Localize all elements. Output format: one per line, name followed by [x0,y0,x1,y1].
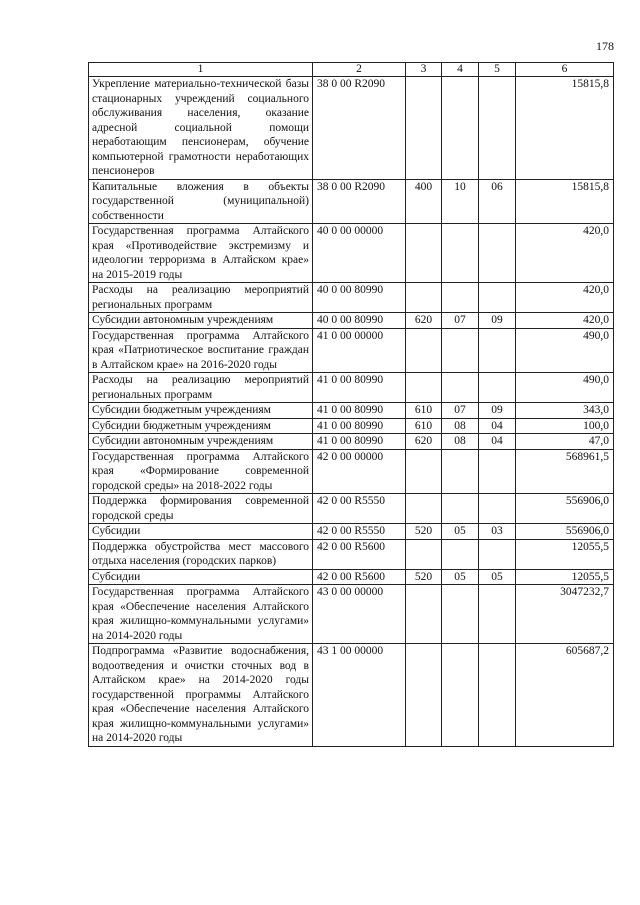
subsection-cell: 05 [479,569,516,585]
row-name-cell: Государственная программа Алтайского края «Противодействие экстремизму и идеологии терроризма в Алтайском крае» на 2015-2019 годы [89,224,313,283]
subsection-cell [479,283,516,313]
row-name-cell: Государственная программа Алтайского края «Патриотическое воспитание граждан в Алтайском крае» на 2016-2020 годы [89,328,313,373]
expense-type-cell [406,224,442,283]
subsection-cell: 03 [479,524,516,540]
table-row [89,434,614,450]
section-cell: 05 [442,569,479,585]
subsection-cell: 09 [479,403,516,419]
amount-cell: 605687,2 [516,644,614,747]
subsection-cell [479,494,516,524]
row-name-cell: Укрепление материально-технической базы стационарных учреждений социального обслуживания населения, оказание адресной социальной помощи неработающим пенсионерам, обучение компьютерной грамотности неработающих пенсионеров [89,77,313,180]
amount-cell: 12055,5 [516,539,614,569]
column-header: 5 [479,63,516,77]
amount-cell: 556906,0 [516,494,614,524]
table-row [89,569,614,585]
amount-cell: 100,0 [516,418,614,434]
section-cell [442,585,479,644]
budget-code-cell: 41 0 00 80990 [313,418,406,434]
amount-cell: 420,0 [516,224,614,283]
amount-cell: 490,0 [516,328,614,373]
budget-code-cell: 41 0 00 80990 [313,434,406,450]
expense-type-cell [406,644,442,747]
section-cell: 08 [442,434,479,450]
expense-type-cell: 620 [406,313,442,329]
table-row [89,224,614,283]
table-row [89,539,614,569]
table-row [89,313,614,329]
section-cell [442,77,479,180]
amount-cell: 420,0 [516,313,614,329]
table-row [89,524,614,540]
row-name-cell: Субсидии бюджетным учреждениям [89,403,313,419]
amount-cell: 490,0 [516,373,614,403]
table-row [89,494,614,524]
amount-cell: 12055,5 [516,569,614,585]
subsection-cell [479,644,516,747]
budget-code-cell: 42 0 00 R5550 [313,494,406,524]
row-name-cell: Субсидии бюджетным учреждениям [89,418,313,434]
column-header: 1 [89,63,313,77]
budget-code-cell: 42 0 00 R5550 [313,524,406,540]
amount-cell: 15815,8 [516,77,614,180]
amount-cell: 15815,8 [516,179,614,224]
budget-code-cell: 42 0 00 R5600 [313,539,406,569]
row-name-cell: Субсидии [89,524,313,540]
section-cell [442,494,479,524]
table-row [89,418,614,434]
row-name-cell: Капитальные вложения в объекты государственной (муниципальной) собственности [89,179,313,224]
budget-code-cell: 40 0 00 80990 [313,283,406,313]
table-row [89,449,614,494]
column-header: 2 [313,63,406,77]
amount-cell: 420,0 [516,283,614,313]
budget-code-cell: 41 0 00 80990 [313,373,406,403]
subsection-cell [479,539,516,569]
section-cell: 08 [442,418,479,434]
amount-cell: 343,0 [516,403,614,419]
expense-type-cell: 610 [406,418,442,434]
expense-type-cell [406,585,442,644]
subsection-cell: 09 [479,313,516,329]
subsection-cell: 04 [479,434,516,450]
expense-type-cell [406,77,442,180]
expense-type-cell: 610 [406,403,442,419]
section-cell: 10 [442,179,479,224]
budget-code-cell: 38 0 00 R2090 [313,77,406,180]
column-header: 3 [406,63,442,77]
row-name-cell: Субсидии автономным учреждениям [89,434,313,450]
budget-code-cell: 41 0 00 00000 [313,328,406,373]
expense-type-cell [406,283,442,313]
expense-type-cell [406,539,442,569]
section-cell [442,449,479,494]
section-cell: 07 [442,313,479,329]
amount-cell: 556906,0 [516,524,614,540]
expense-type-cell: 520 [406,569,442,585]
section-cell [442,328,479,373]
budget-code-cell: 43 1 00 00000 [313,644,406,747]
subsection-cell [479,328,516,373]
budget-code-cell: 40 0 00 00000 [313,224,406,283]
header-row [89,63,614,77]
subsection-cell: 04 [479,418,516,434]
row-name-cell: Подпрограмма «Развитие водоснабжения, водоотведения и очистки сточных вод в Алтайском крае» на 2014-2020 годы государственной программы Алтайского края «Обеспечение населения Алтайского края жилищно-коммунальными услугами» на 2014-2020 годы [89,644,313,747]
section-cell [442,224,479,283]
section-cell [442,644,479,747]
row-name-cell: Государственная программа Алтайского края «Формирование современной городской среды» на 2018-2022 годы [89,449,313,494]
column-header: 6 [516,63,614,77]
table-row [89,328,614,373]
subsection-cell [479,77,516,180]
budget-code-cell: 42 0 00 R5600 [313,569,406,585]
section-cell: 05 [442,524,479,540]
expense-type-cell [406,328,442,373]
table-row [89,283,614,313]
column-header: 4 [442,63,479,77]
section-cell [442,373,479,403]
subsection-cell: 06 [479,179,516,224]
expense-type-cell [406,494,442,524]
budget-code-cell: 42 0 00 00000 [313,449,406,494]
budget-code-cell: 41 0 00 80990 [313,403,406,419]
budget-code-cell: 38 0 00 R2090 [313,179,406,224]
section-cell: 07 [442,403,479,419]
row-name-cell: Субсидии автономным учреждениям [89,313,313,329]
table-row [89,179,614,224]
row-name-cell: Поддержка формирования современной городской среды [89,494,313,524]
amount-cell: 47,0 [516,434,614,450]
amount-cell: 3047232,7 [516,585,614,644]
expense-type-cell: 620 [406,434,442,450]
budget-code-cell: 43 0 00 00000 [313,585,406,644]
table-row [89,585,614,644]
table-row [89,403,614,419]
expense-type-cell [406,449,442,494]
subsection-cell [479,373,516,403]
row-name-cell: Расходы на реализацию мероприятий региональных программ [89,373,313,403]
row-name-cell: Государственная программа Алтайского края «Обеспечение населения Алтайского края жилищно-коммунальными услугами» на 2014-2020 годы [89,585,313,644]
table-body [89,77,614,747]
row-name-cell: Поддержка обустройства мест массового отдыха населения (городских парков) [89,539,313,569]
row-name-cell: Субсидии [89,569,313,585]
subsection-cell [479,585,516,644]
row-name-cell: Расходы на реализацию мероприятий региональных программ [89,283,313,313]
amount-cell: 568961,5 [516,449,614,494]
budget-table [88,62,614,747]
subsection-cell [479,224,516,283]
table-row [89,644,614,747]
budget-code-cell: 40 0 00 80990 [313,313,406,329]
expense-type-cell: 400 [406,179,442,224]
section-cell [442,539,479,569]
table-row [89,77,614,180]
expense-type-cell: 520 [406,524,442,540]
subsection-cell [479,449,516,494]
section-cell [442,283,479,313]
expense-type-cell [406,373,442,403]
page-number: 178 [596,39,614,53]
table-row [89,373,614,403]
